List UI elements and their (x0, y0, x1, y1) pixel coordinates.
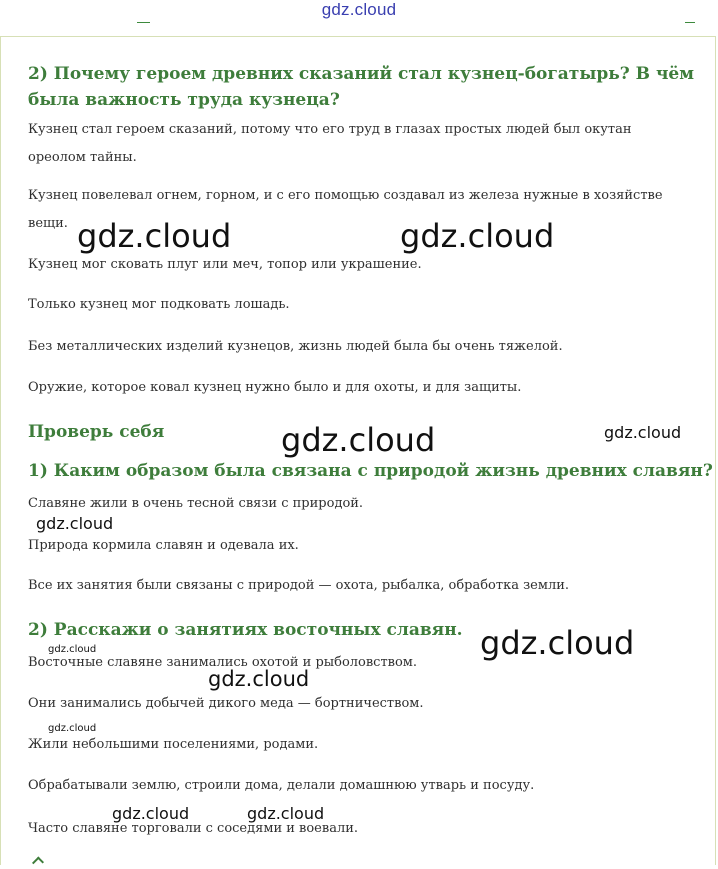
answer-paragraph: Только кузнец мог подковать лошадь. (28, 297, 290, 312)
watermark: gdz.cloud (77, 217, 232, 255)
answer-paragraph: Славяне жили в очень тесной связи с природой. (28, 496, 364, 511)
answer-paragraph: Кузнец стал героем сказаний, потому что его труд в глазах простых людей был окутан ореолом тайны. (28, 122, 632, 165)
answer-paragraph: Кузнец мог сковать плуг или меч, топор или украшение. (28, 257, 422, 272)
watermark: gdz.cloud (281, 421, 436, 459)
answer-paragraph: Без металлических изделий кузнецов, жизнь людей была бы очень тяжелой. (28, 339, 563, 354)
watermark: gdz.cloud (604, 423, 682, 442)
site-title[interactable]: gdz.cloud (321, 0, 397, 19)
top-divider-right (685, 22, 695, 23)
top-divider-left (137, 22, 150, 23)
answer-paragraph: Оружие, которое ковал кузнец нужно было и для охоты, и для защиты. (28, 380, 522, 395)
answer-paragraph: Кузнец повелевал огнем, горном, и с его помощью создавал из железа нужные в хозяйстве вещи. (28, 188, 663, 231)
answer-paragraph: Восточные славяне занимались охотой и рыболовством. (28, 655, 418, 670)
answer-paragraph: Обрабатывали землю, строили дома, делали домашнюю утварь и посуду. (28, 778, 535, 793)
answer-paragraph: Все их занятия были связаны с природой — охота, рыбалка, обработка земли. (28, 578, 570, 593)
watermark: gdz.cloud (36, 514, 114, 533)
watermark: gdz.cloud (400, 217, 555, 255)
watermark: gdz.cloud (247, 804, 325, 823)
answer-paragraph: Часто славяне торговали с соседями и воевали. (28, 821, 359, 836)
watermark: gdz.cloud (112, 804, 190, 823)
question-heading-nature: 1) Каким образом была связана с природой жизнь древних славян? (28, 461, 713, 481)
answer-paragraph: Они занимались добычей дикого меда — бортничеством. (28, 696, 424, 711)
question-heading-occupations: 2) Расскажи о занятиях восточных славян. (28, 620, 463, 640)
check-yourself-heading: Проверь себя (28, 422, 165, 442)
watermark: gdz.cloud (208, 667, 310, 691)
watermark: gdz.cloud (48, 644, 97, 655)
watermark: gdz.cloud (480, 624, 635, 662)
watermark: gdz.cloud (48, 723, 97, 734)
question-heading-blacksmith: 2) Почему героем древних сказаний стал кузнец-богатырь? В чём была важность труда кузнеца? (28, 64, 694, 110)
answer-paragraph: Природа кормила славян и одевала их. (28, 538, 299, 553)
answer-paragraph: Жили небольшими поселениями, родами. (28, 737, 319, 752)
